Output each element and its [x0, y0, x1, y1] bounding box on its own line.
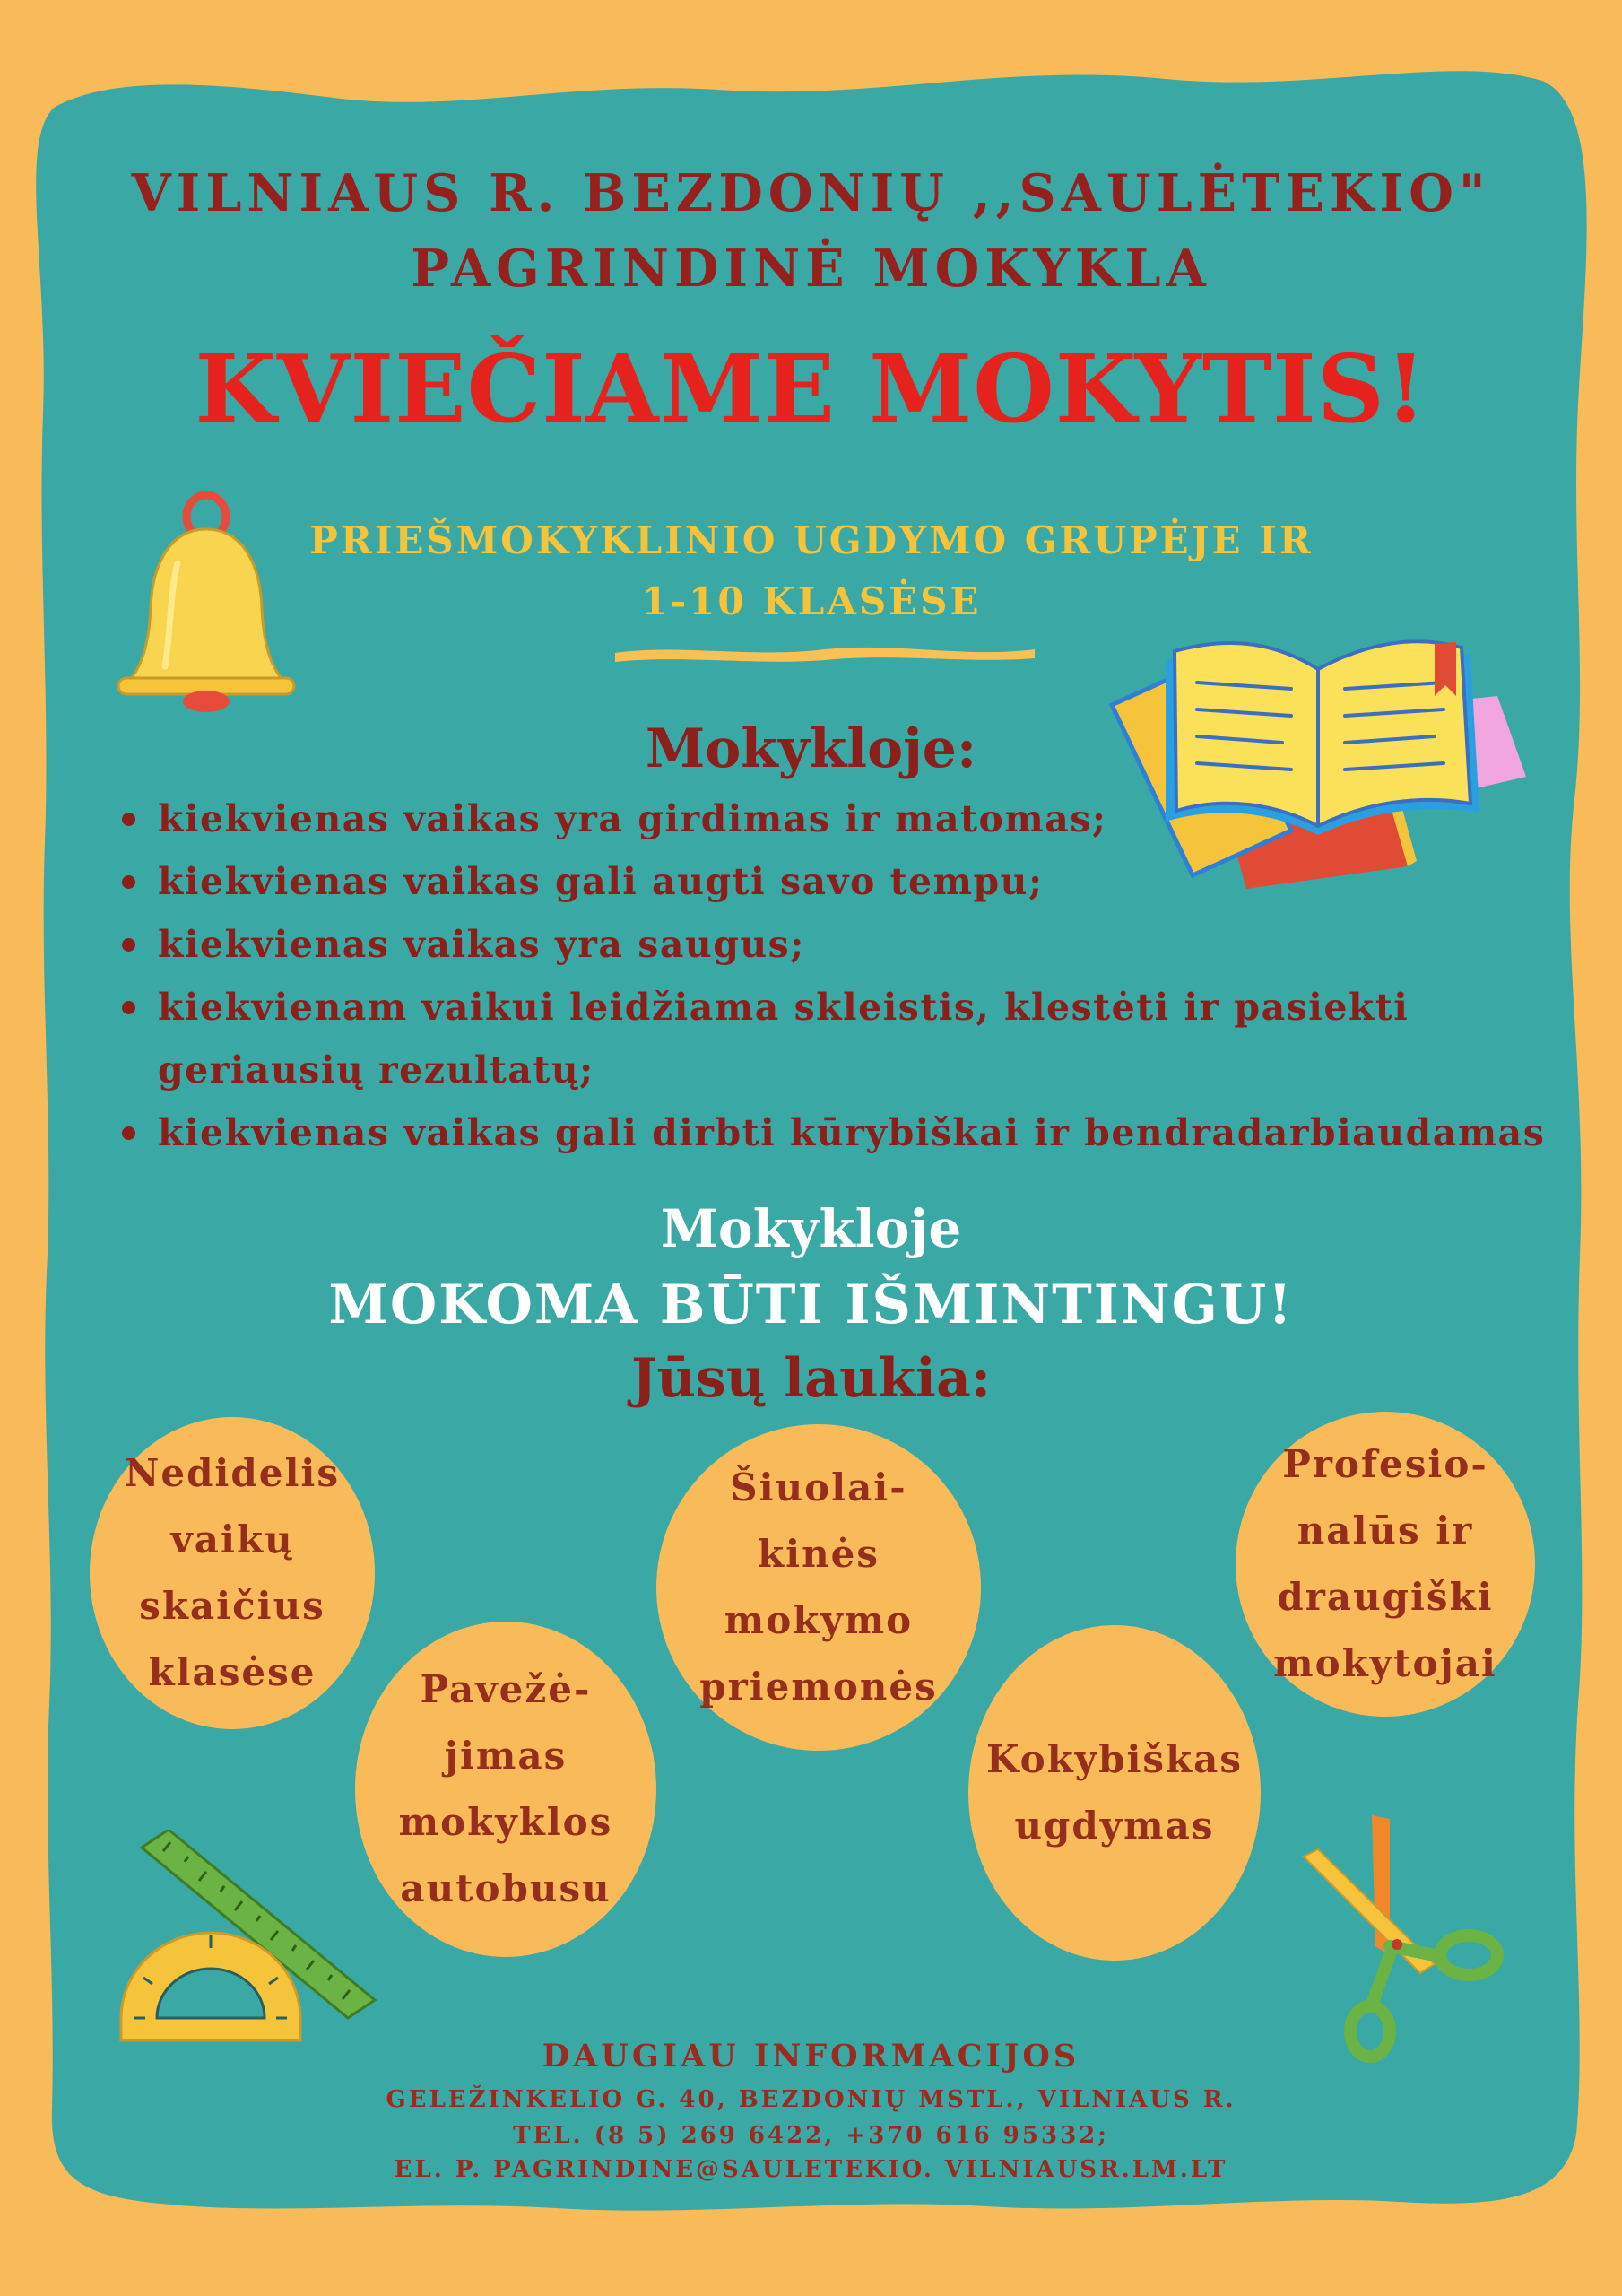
school-name-line2: PAGRINDINĖ MOKYKLA — [411, 239, 1211, 299]
program-line1: PRIEŠMOKYKLINIO UGDYMO GRUPĖJE IR — [309, 518, 1314, 562]
school-bullet-list — [117, 787, 1587, 1164]
school-bullet-item: kiekvienas vaikas gali dirbti kūrybiškai ir bendradarbiaudamas — [117, 1101, 1587, 1164]
benefit-label: Pavežė- jimas mokyklos autobusu — [398, 1667, 613, 1910]
info-email[interactable]: EL. P. PAGRINDINE@SAULETEKIO. VILNIAUSR.LM.LT — [394, 2156, 1228, 2183]
benefit-circle-school-bus — [355, 1622, 656, 1957]
benefit-circle-small-classes — [90, 1417, 375, 1729]
program-line2: 1-10 KLASĖSE — [641, 579, 982, 623]
info-phone: TEL. (8 5) 269 6422, +370 616 95332; — [513, 2122, 1109, 2149]
motto-line3: Jūsų laukia: — [631, 1347, 991, 1410]
yellow-underline — [610, 635, 1040, 667]
benefit-label: Šiuolai- kinės mokymo priemonės — [699, 1465, 938, 1709]
scissors-icon — [1300, 1812, 1515, 2063]
school-bullet-item: kiekvienam vaikui leidžiama skleistis, klestėti ir pasiekti geriausių rezultatų; — [117, 976, 1521, 1101]
headline: KVIEČIAME MOKYTIS! — [195, 334, 1427, 444]
benefit-label: Nedidelis vaikų skaičius klasėse — [124, 1451, 341, 1694]
motto-line2: MOKOMA BŪTI IŠMINTINGU! — [328, 1274, 1294, 1336]
benefit-circle-teachers — [1236, 1412, 1535, 1717]
school-bullet-item: kiekvienas vaikas yra girdimas ir matomas; — [117, 787, 1587, 850]
school-bullet-item: kiekvienas vaikas yra saugus; — [117, 913, 1587, 976]
benefit-circle-modern-tools — [656, 1424, 981, 1751]
benefit-label: Profesio- nalūs ir draugiški mokytojai — [1273, 1442, 1497, 1685]
school-bullet-item: kiekvienas vaikas gali augti savo tempu; — [117, 850, 1587, 913]
school-section-title: Mokykloje: — [645, 718, 977, 780]
benefit-label: Kokybiškas ugdymas — [985, 1737, 1244, 1848]
benefit-circle-quality-education — [968, 1625, 1261, 1961]
info-title: DAUGIAU INFORMACIJOS — [542, 2038, 1080, 2074]
info-address: GELEŽINKELIO G. 40, BEZDONIŲ MSTL., VILNIAUS R. — [386, 2086, 1236, 2113]
school-name-line1: VILNIAUS R. BEZDONIŲ ,,SAULĖTEKIO" — [131, 163, 1491, 223]
motto-line1: Mokykloje — [660, 1198, 962, 1259]
protractor-icon — [117, 1928, 305, 2045]
